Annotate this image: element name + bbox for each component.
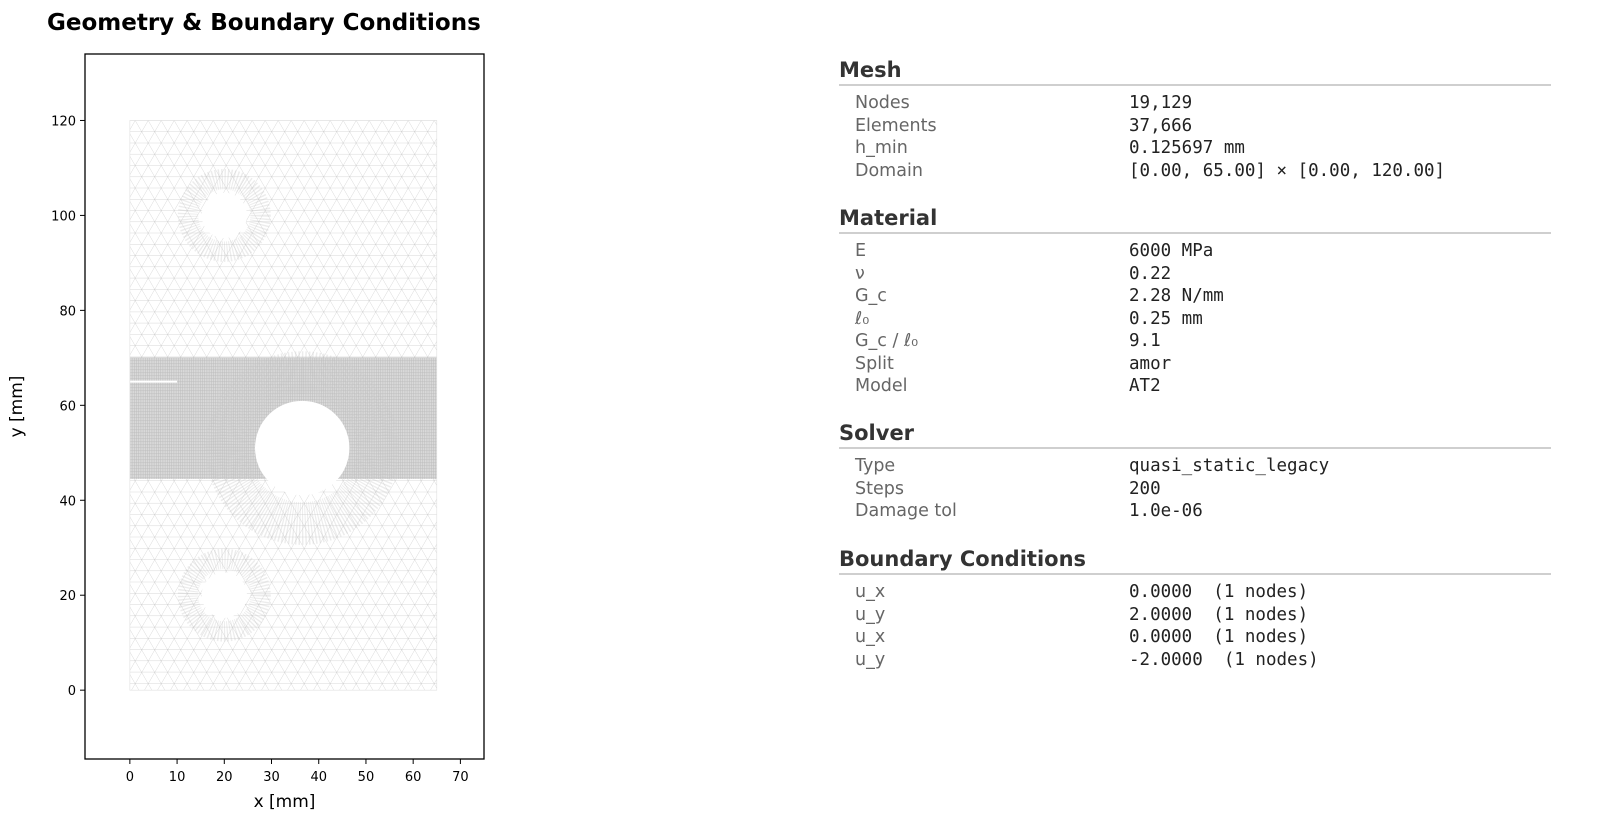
section-material bbox=[839, 206, 1551, 398]
row-key: Type bbox=[855, 456, 896, 476]
row-value: 0.25 mm bbox=[1129, 308, 1203, 329]
row-value: 9.1 bbox=[1129, 331, 1161, 351]
row-key: ℓ₀ bbox=[855, 308, 870, 329]
row-value: 0.0000 (1 nodes) bbox=[1129, 582, 1309, 602]
row-key: Steps bbox=[855, 478, 904, 499]
row-value: 0.125697 mm bbox=[1129, 138, 1245, 158]
info-row bbox=[839, 160, 1551, 183]
x-tick-label: 40 bbox=[310, 770, 328, 785]
info-row bbox=[839, 604, 1551, 627]
row-value: amor bbox=[1129, 353, 1172, 374]
hole-1 bbox=[202, 573, 247, 618]
section-title: Material bbox=[839, 206, 938, 230]
info-row bbox=[839, 115, 1551, 138]
row-value: quasi_static_legacy bbox=[1129, 456, 1330, 476]
info-row bbox=[839, 375, 1551, 398]
row-key: u_y bbox=[855, 649, 886, 670]
y-tick-label: 40 bbox=[59, 494, 76, 510]
x-tick-label: 60 bbox=[404, 770, 422, 785]
row-key: ν bbox=[855, 263, 865, 284]
row-value: 19,129 bbox=[1129, 93, 1193, 113]
row-value: 2.0000 (1 nodes) bbox=[1129, 604, 1309, 625]
x-tick-label: 30 bbox=[263, 770, 280, 785]
row-key: E bbox=[855, 241, 867, 261]
x-tick-label: 70 bbox=[452, 770, 469, 785]
row-key: u_y bbox=[855, 604, 886, 625]
hole-0 bbox=[202, 193, 247, 238]
x-tick-label: 10 bbox=[168, 770, 186, 785]
info-row bbox=[839, 353, 1551, 376]
row-value: 37,666 bbox=[1129, 115, 1193, 136]
y-tick-label: 0 bbox=[67, 684, 76, 700]
row-key: u_x bbox=[855, 627, 886, 647]
info-row bbox=[839, 626, 1551, 649]
info-row bbox=[839, 92, 1551, 115]
row-value: 2.28 N/mm bbox=[1129, 286, 1224, 306]
row-value: 6000 MPa bbox=[1129, 241, 1214, 261]
x-axis-label: x [mm] bbox=[253, 792, 316, 812]
info-row bbox=[839, 137, 1551, 160]
row-value: -2.0000 (1 nodes) bbox=[1129, 649, 1319, 670]
info-row bbox=[839, 649, 1551, 672]
y-tick-label: 20 bbox=[59, 589, 76, 605]
info-row bbox=[839, 308, 1551, 331]
section-mesh bbox=[839, 58, 1551, 182]
section-title: Mesh bbox=[839, 58, 902, 82]
plot-title: Geometry & Boundary Conditions bbox=[47, 10, 481, 36]
y-axis-label: y [mm] bbox=[7, 375, 27, 438]
row-key: Split bbox=[855, 353, 894, 374]
row-value: 1.0e-06 bbox=[1129, 501, 1203, 521]
section-solver bbox=[839, 421, 1551, 523]
info-row bbox=[839, 455, 1551, 478]
section-boundary-conditions bbox=[839, 547, 1551, 671]
x-tick-label: 0 bbox=[125, 770, 134, 785]
y-tick-label: 60 bbox=[59, 399, 76, 415]
x-tick-label: 50 bbox=[357, 770, 375, 785]
row-key: Nodes bbox=[855, 93, 910, 113]
info-row bbox=[839, 330, 1551, 353]
info-row bbox=[839, 581, 1551, 604]
row-key: u_x bbox=[855, 582, 886, 602]
y-tick-label: 80 bbox=[59, 304, 76, 320]
row-key: G_c / ℓ₀ bbox=[855, 331, 919, 351]
row-key: G_c bbox=[855, 286, 887, 306]
hole-2 bbox=[255, 401, 349, 495]
x-tick-label: 20 bbox=[216, 770, 233, 785]
row-value: AT2 bbox=[1129, 376, 1161, 396]
section-title: Solver bbox=[839, 421, 915, 445]
row-key: Damage tol bbox=[855, 501, 957, 521]
info-row bbox=[839, 285, 1551, 308]
y-tick-label: 100 bbox=[51, 209, 76, 225]
row-value: 200 bbox=[1129, 478, 1161, 499]
row-value: 0.0000 (1 nodes) bbox=[1129, 627, 1309, 647]
info-row bbox=[839, 500, 1551, 523]
info-row bbox=[839, 263, 1551, 286]
row-key: Domain bbox=[855, 160, 923, 181]
row-key: Elements bbox=[855, 115, 937, 136]
info-row bbox=[839, 240, 1551, 263]
section-title: Boundary Conditions bbox=[839, 547, 1087, 571]
row-key: Model bbox=[855, 376, 908, 396]
row-value: [0.00, 65.00] × [0.00, 120.00] bbox=[1129, 160, 1446, 181]
row-key: h_min bbox=[855, 138, 908, 158]
y-tick-label: 120 bbox=[51, 114, 76, 130]
row-value: 0.22 bbox=[1129, 263, 1172, 284]
info-row bbox=[839, 478, 1551, 501]
